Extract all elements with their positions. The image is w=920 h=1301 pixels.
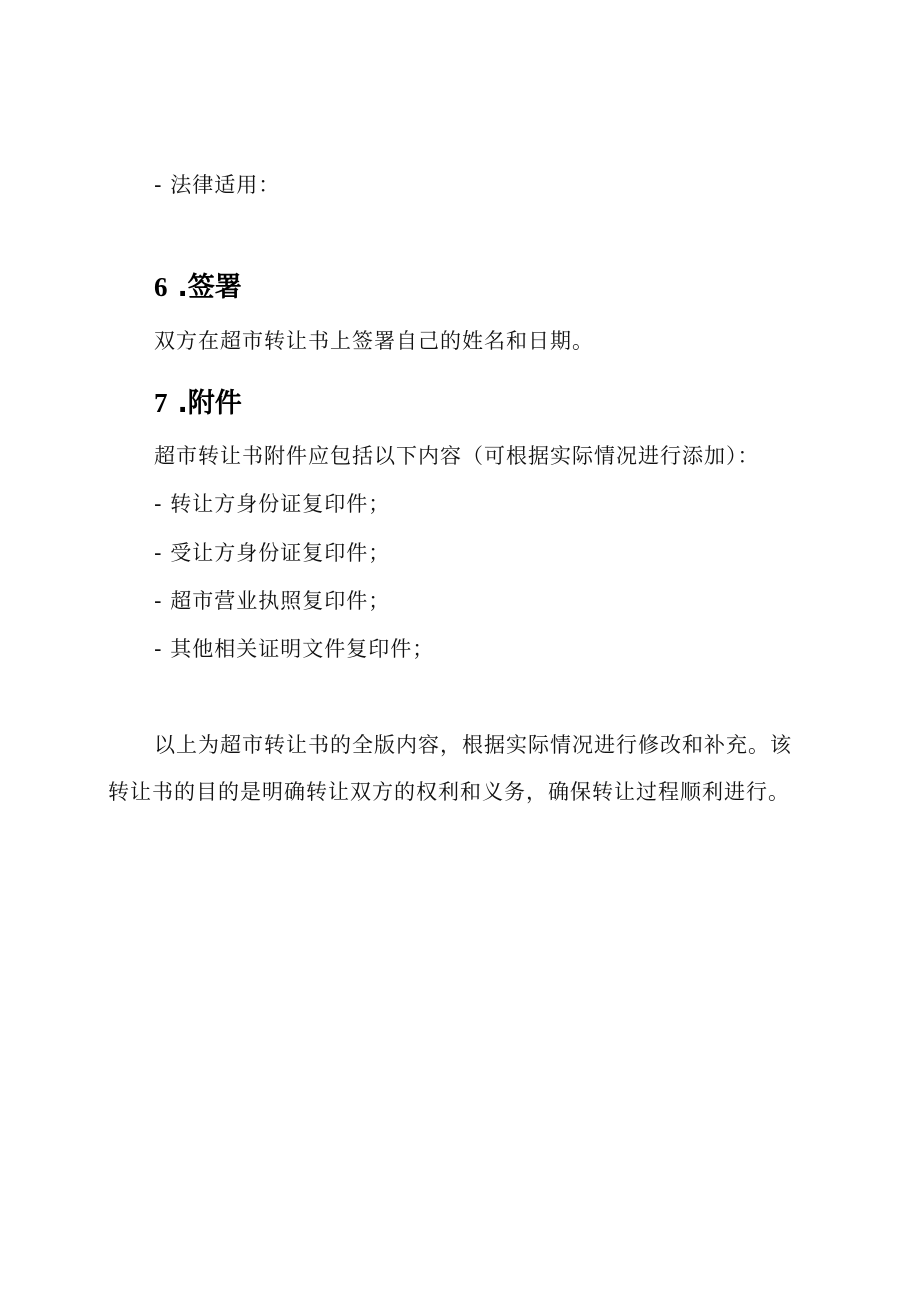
section-7-intro: 超市转让书附件应包括以下内容（可根据实际情况进行添加）：: [154, 444, 760, 468]
attachment-item: - 转让方身份证复印件；: [154, 492, 391, 516]
attachment-item: - 超市营业执照复印件；: [154, 589, 391, 613]
section-7-heading: [154, 386, 242, 421]
closing-paragraph: 以上为超市转让书的全版内容，根据实际情况进行修改和补充。该转让书的目的是明确转让双方的权利和义务，确保转让过程顺利进行。: [108, 733, 792, 804]
section-6-title: .签署: [177, 272, 242, 303]
section-6-number: 6: [154, 272, 168, 302]
section-6-body: 双方在超市转让书上签署自己的姓名和日期。: [154, 329, 594, 353]
attachment-item: - 其他相关证明文件复印件；: [154, 637, 435, 661]
section-7-number: 7: [154, 388, 168, 418]
attachment-item: - 受让方身份证复印件；: [154, 541, 391, 565]
section-7-title: .附件: [177, 388, 242, 419]
legal-applicability-item: - 法律适用：: [154, 173, 281, 197]
section-6-heading: [154, 270, 242, 305]
